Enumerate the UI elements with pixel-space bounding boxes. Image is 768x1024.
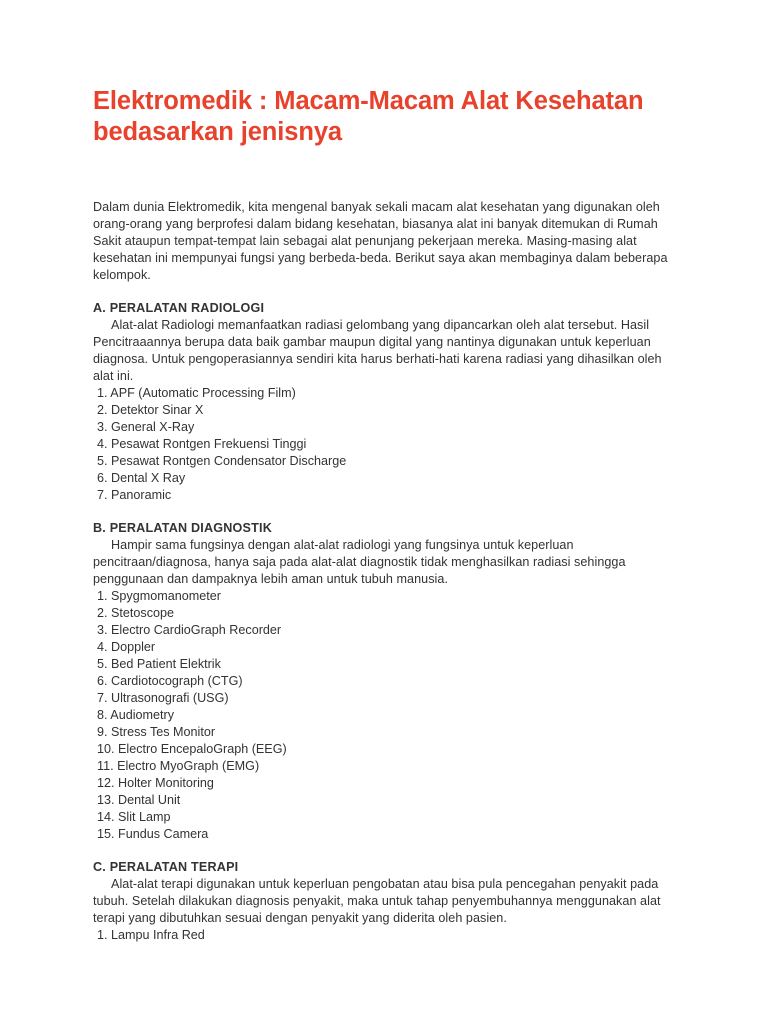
list-item: 3. Electro CardioGraph Recorder	[97, 623, 282, 637]
list-item: 7. Panoramic	[97, 488, 172, 502]
list-item: 3. General X-Ray	[97, 420, 195, 434]
equipment-list	[93, 588, 683, 843]
list-item: 12. Holter Monitoring	[97, 776, 214, 790]
intro-paragraph: Dalam dunia Elektromedik, kita mengenal banyak sekali macam alat kesehatan yang digunakan oleh orang-orang yang berprofesi dalam bidang kesehatan, biasanya alat ini banyak ditemukan di Rumah Sakit ataupun tempat-tempat lain sebagai alat penunjang pekerjaan mereka. Masing-masing alat kesehatan ini mempunyai fungsi yang berbeda-beda. Berikut saya akan membaginya dalam beberapa kelompok.	[93, 200, 668, 282]
equipment-list	[93, 385, 683, 504]
list-item: 8. Audiometry	[97, 708, 175, 722]
list-item: 9. Stress Tes Monitor	[97, 725, 216, 739]
list-item: 5. Bed Patient Elektrik	[97, 657, 221, 671]
document-title: Elektromedik : Macam-Macam Alat Kesehatan bedasarkan jenisnya	[93, 87, 644, 146]
list-item: 7. Ultrasonografi (USG)	[97, 691, 229, 705]
list-item: 4. Pesawat Rontgen Frekuensi Tinggi	[97, 437, 307, 451]
section-heading: C. PERALATAN TERAPI	[93, 860, 239, 874]
list-item: 2. Detektor Sinar X	[97, 403, 204, 417]
list-item: 6. Cardiotocograph (CTG)	[97, 674, 243, 688]
section-terapi	[93, 859, 683, 944]
list-item: 11. Electro MyoGraph (EMG)	[97, 759, 260, 773]
section-heading: B. PERALATAN DIAGNOSTIK	[93, 521, 273, 535]
document-page	[93, 86, 683, 960]
section-diagnostik	[93, 520, 683, 843]
list-item: 1. APF (Automatic Processing Film)	[97, 386, 296, 400]
section-radiologi	[93, 300, 683, 504]
list-item: 6. Dental X Ray	[97, 471, 186, 485]
list-item: 14. Slit Lamp	[97, 810, 171, 824]
section-description: Alat-alat terapi digunakan untuk keperluan pengobatan atau bisa pula pencegahan penyakit pada tubuh. Setelah dilakukan diagnosis penyakit, maka untuk tahap penyembuhannya menggunakan alat terapi yang dibutuhkan sesuai dengan penyakit yang diderita oleh pasien.	[93, 877, 661, 925]
list-item: 5. Pesawat Rontgen Condensator Discharge	[97, 454, 347, 468]
section-heading: A. PERALATAN RADIOLOGI	[93, 301, 265, 315]
list-item: 13. Dental Unit	[97, 793, 181, 807]
section-description: Hampir sama fungsinya dengan alat-alat radiologi yang fungsinya untuk keperluan pencitraan/diagnosa, hanya saja pada alat-alat diagnostik tidak menghasilkan radiasi sehingga penggunaan dan dampaknya lebih aman untuk tubuh manusia.	[93, 538, 626, 586]
list-item: 4. Doppler	[97, 640, 156, 654]
list-item: 15. Fundus Camera	[97, 827, 209, 841]
list-item: 2. Stetoscope	[97, 606, 175, 620]
equipment-list	[93, 927, 683, 944]
list-item: 1. Spygmomanometer	[97, 589, 221, 603]
section-description: Alat-alat Radiologi memanfaatkan radiasi gelombang yang dipancarkan oleh alat tersebut. Hasil Pencitraaannya berupa data baik gambar maupun digital yang nantinya digunakan untuk keperluan diagnosa. Untuk pengoperasiannya sendiri kita harus berhati-hati karena radiasi yang dihasilkan oleh alat ini.	[93, 318, 662, 383]
list-item: 10. Electro EncepaloGraph (EEG)	[97, 742, 287, 756]
list-item: 1. Lampu Infra Red	[97, 928, 205, 942]
